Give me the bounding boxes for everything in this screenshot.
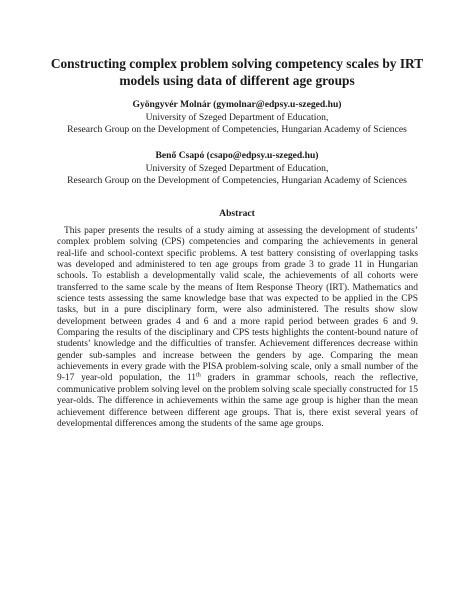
author-name: Gyöngyvér Molnár (gymolnar@edpsy.u-szeged.hu) <box>132 99 342 110</box>
abstract-text: This paper presents the results of a study aiming at assessing the development of students’ complex problem solving (CPS) competencies and comparing the achievements in general real-life and school-context specific problems. A test battery consisting of overlapping tasks was developed and administered to ten age groups from grade 3 to grade 11 in Hungarian schools. To establish a developmentally valid scale, the achievements of all cohorts were transferred to the same scale by the means of Item Response Theory (IRT). Mathematics and science tests assessing the same knowledge base that was expected to be applied in the CPS tasks, but in a pure disciplinary form, were also administered. The results show slow development between grades 4 and 6 and a more rapid period between grades 6 and 9. Comparing the results of the disciplinary and CPS tests highlights the content-bound nature of students’ knowledge and the difficulties of transfer. Achievement differences decrease within gender sub-samples and increase between the genders by age. Comparing the mean achievements in every grade with the PISA problem-solving scale, only a small number of the 9-17 year-old population, the 11 <box>57 226 418 384</box>
author-affiliation: Research Group on the Development of Competencies, Hungarian Academy of Sciences <box>67 175 407 187</box>
author-affiliation: University of Szeged Department of Education, <box>145 162 329 174</box>
abstract-text: graders in grammar schools, reach the reflective, communicative problem solving level on the problem solving scale specially constructed for 15 year-olds. The difference in achievements within the same age group is higher than the mean achievement difference between different age groups. That is, there exist several years of developmental differences among the students of the same age groups. <box>57 373 418 429</box>
ordinal-superscript: th <box>196 372 201 379</box>
author-affiliation: University of Szeged Department of Education, <box>145 111 329 123</box>
author-block-1 <box>20 99 454 137</box>
author-name: Benő Csapó (csapo@edpsy.u-szeged.hu) <box>155 150 319 161</box>
author-affiliation: Research Group on the Development of Competencies, Hungarian Academy of Sciences <box>67 124 407 136</box>
abstract-heading: Abstract <box>219 208 255 219</box>
author-block-2 <box>20 150 454 188</box>
abstract-body <box>57 226 418 430</box>
paper-title: Constructing complex problem solving competency scales by IRT models using data of different age groups <box>50 56 424 88</box>
